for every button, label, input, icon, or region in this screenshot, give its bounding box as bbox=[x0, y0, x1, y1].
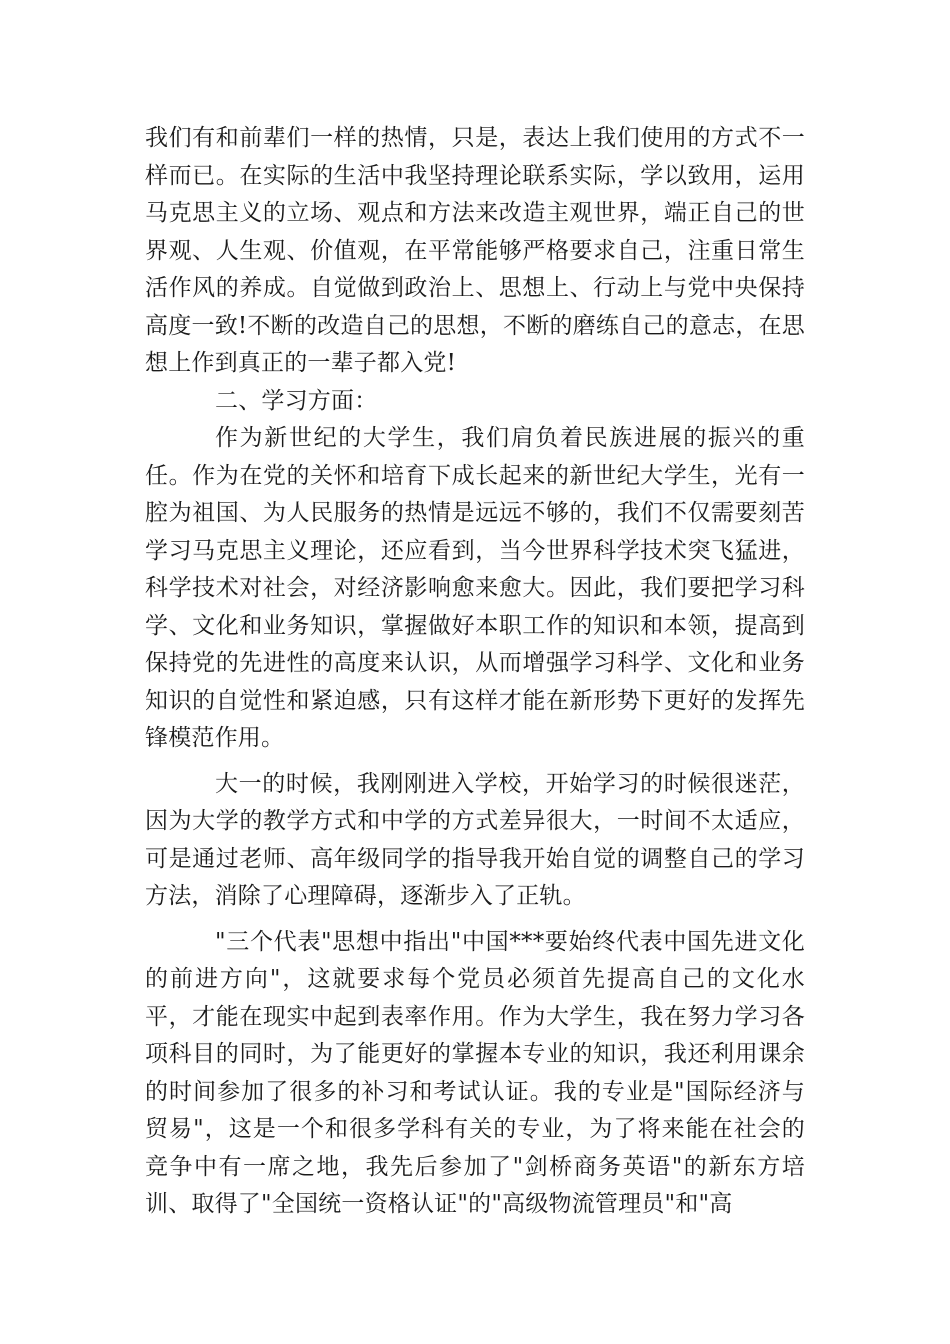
paragraph-three-represents: "三个代表"思想中指出"中国***要始终代表中国先进文化的前进方向"，这就要求每个党员必须首先提高自己的文化水平，才能在现实中起到表率作用。作为大学生，我在努力学习各项科目的同时，为了能更好的掌握本专业的知识，我还利用课余的时间参加了很多的补习和考试认证。我的专业是"国际经济与贸易"，这是一个和很多学科有关的专业，为了将来能在社会的竞争中有一席之地，我先后参加了"剑桥商务英语"的新东方培训、取得了"全国统一资格认证"的"高级物流管理员"和"高 bbox=[145, 928, 805, 1217]
paragraph-freshman-year: 大一的时候，我刚刚进入学校，开始学习的时候很迷茫，因为大学的教学方式和中学的方式差异很大，一时间不太适应，可是通过老师、高年级同学的指导我开始自觉的调整自己的学习方法，消除了心理障碍，逐渐步入了正轨。 bbox=[145, 770, 805, 909]
section-heading-study: 二、学习方面： bbox=[215, 387, 378, 414]
paragraph-continuation: 我们有和前辈们一样的热情，只是，表达上我们使用的方式不一样而已。在实际的生活中我坚持理论联系实际，学以致用，运用马克思主义的立场、观点和方法来改造主观世界，端正自己的世界观、人生观、价值观，在平常能够严格要求自己，注重日常生活作风的养成。自觉做到政治上、思想上、行动上与党中央保持高度一致!不断的改造自己的思想，不断的磨练自己的意志，在思想上作到真正的一辈子都入党! bbox=[145, 125, 805, 376]
paragraph-study-intro: 作为新世纪的大学生，我们肩负着民族进展的振兴的重任。作为在党的关怀和培育下成长起来的新世纪大学生，光有一腔为祖国、为人民服务的热情是远远不够的，我们不仅需要刻苦学习马克思主义理论，还应看到，当今世界科学技术突飞猛进，科学技术对社会，对经济影响愈来愈大。因此，我们要把学习科学、文化和业务知识，掌握做好本职工作的知识和本领，提高到保持党的先进性的高度来认识，从而增强学习科学、文化和业务知识的自觉性和紧迫感，只有这样才能在新形势下更好的发挥先锋模范作用。 bbox=[145, 425, 805, 751]
document-body bbox=[145, 120, 805, 1224]
